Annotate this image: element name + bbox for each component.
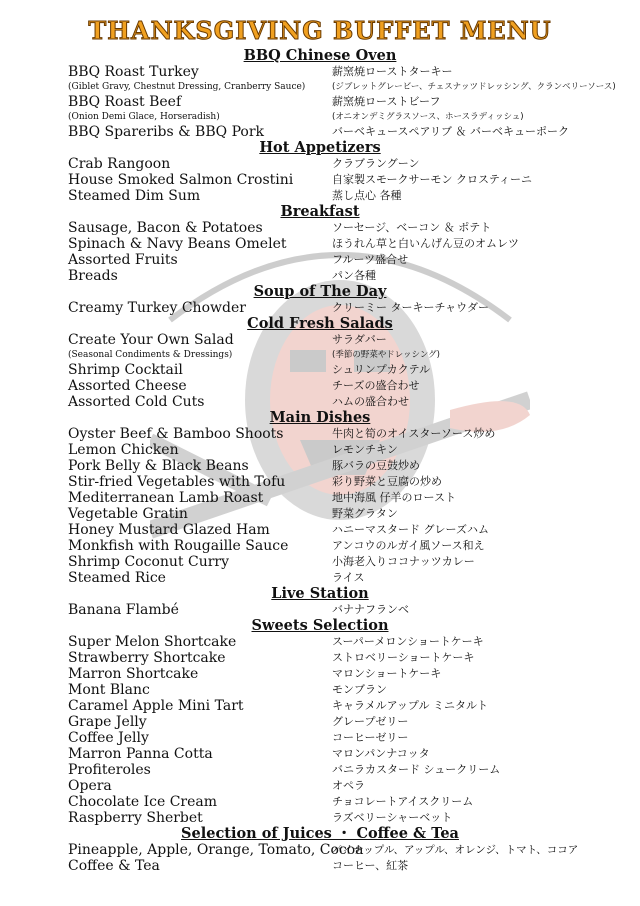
menu-item-japanese: アンコウのルガイ風ソース和え xyxy=(332,539,485,552)
menu-item-japanese: パン各種 xyxy=(332,269,376,282)
menu-item-japanese: レモンチキン xyxy=(332,443,398,456)
menu-item-japanese: スーパーメロンショートケーキ xyxy=(332,635,484,648)
menu-item-english: Create Your Own Salad xyxy=(68,332,234,348)
menu-item-japanese: マロンパンナコッタ xyxy=(332,747,430,760)
section-heading: Selection of Juices ・ Coffee & Tea xyxy=(181,825,459,842)
section-heading: Cold Fresh Salads xyxy=(247,315,393,332)
menu-item xyxy=(0,714,640,730)
menu-item-japanese: モンブラン xyxy=(332,683,387,696)
menu-item xyxy=(0,442,640,458)
menu-item xyxy=(0,458,640,474)
menu-item xyxy=(0,858,640,874)
menu-item xyxy=(0,110,640,124)
menu-item-english: Crab Rangoon xyxy=(68,156,171,172)
menu-item-english: Marron Shortcake xyxy=(68,666,199,682)
menu-item xyxy=(0,124,640,140)
menu-item xyxy=(0,332,640,348)
menu-item-japanese: 豚バラの豆鼓炒め xyxy=(332,459,420,472)
menu-item-japanese: チョコレートアイスクリーム xyxy=(332,795,474,808)
menu-item-english: Spinach & Navy Beans Omelet xyxy=(68,236,287,252)
menu-item-english: Marron Panna Cotta xyxy=(68,746,213,762)
menu-item xyxy=(0,474,640,490)
menu-item-japanese: クリーミー ターキーチャウダー xyxy=(332,301,490,314)
menu-item xyxy=(0,778,640,794)
menu-item-english: Steamed Rice xyxy=(68,570,166,586)
menu-item-english: Super Melon Shortcake xyxy=(68,634,237,650)
menu-item xyxy=(0,300,640,316)
menu-item-japanese: ハムの盛合わせ xyxy=(332,395,409,408)
menu-item-english: Coffee Jelly xyxy=(68,730,149,746)
menu-item xyxy=(0,762,640,778)
menu-item-japanese: ライス xyxy=(332,571,365,584)
menu-title: THANKSGIVING BUFFET MENU xyxy=(88,16,552,45)
menu-item xyxy=(0,362,640,378)
menu-item xyxy=(0,80,640,94)
menu-item-english: Vegetable Gratin xyxy=(68,506,188,522)
menu-item-japanese: (オニオンデミグラスソース、ホースラディッシュ) xyxy=(332,112,524,122)
menu-item-english: Pineapple, Apple, Orange, Tomato, Cocoa xyxy=(68,842,364,858)
menu-item-english: Strawberry Shortcake xyxy=(68,650,226,666)
menu-item xyxy=(0,842,640,858)
menu-item-english: BBQ Roast Turkey xyxy=(68,64,199,80)
menu-item-japanese: シュリンプカクテル xyxy=(332,363,431,376)
menu-item-japanese: バーベキュースペアリブ ＆ バーベキューポーク xyxy=(332,125,570,138)
menu-item xyxy=(0,236,640,252)
menu-item-japanese: グレープゼリー xyxy=(332,715,409,728)
menu-item-japanese: 自家製スモークサーモン クロスティーニ xyxy=(332,173,532,186)
menu-item xyxy=(0,252,640,268)
menu-item-japanese: マロンショートケーキ xyxy=(332,667,442,680)
menu-item-english: Mont Blanc xyxy=(68,682,150,698)
menu-item-english: Assorted Cold Cuts xyxy=(68,394,205,410)
menu-item xyxy=(0,666,640,682)
section-heading: Sweets Selection xyxy=(251,617,389,634)
menu-item xyxy=(0,538,640,554)
menu-item-english: Sausage, Bacon & Potatoes xyxy=(68,220,263,236)
menu-item xyxy=(0,730,640,746)
section-heading: Breakfast xyxy=(280,203,360,220)
menu-item-english: (Seasonal Condiments & Dressings) xyxy=(68,350,233,360)
menu-item xyxy=(0,394,640,410)
menu-item-english: (Giblet Gravy, Chestnut Dressing, Cranberry Sauce) xyxy=(68,82,306,92)
menu-item-japanese: 彩り野菜と豆腐の炒め xyxy=(332,475,442,488)
menu-item-english: Shrimp Coconut Curry xyxy=(68,554,230,570)
menu-item xyxy=(0,602,640,618)
menu-item-english: Breads xyxy=(68,268,118,284)
menu-item-english: Lemon Chicken xyxy=(68,442,179,458)
menu-item-english: Coffee & Tea xyxy=(68,858,160,874)
menu-item-japanese: ハニーマスタード グレーズハム xyxy=(332,523,489,536)
menu-item-japanese: 薪窯焼ローストターキー xyxy=(332,65,453,78)
menu-item-english: Assorted Cheese xyxy=(68,378,187,394)
menu-item-japanese: コーヒー、紅茶 xyxy=(332,859,409,872)
menu-item-japanese: ラズベリーシャーベット xyxy=(332,811,453,824)
menu-item-english: BBQ Roast Beef xyxy=(68,94,182,110)
menu-item xyxy=(0,378,640,394)
menu-item-japanese: バニラカスタード シュークリーム xyxy=(332,763,501,776)
menu-item xyxy=(0,426,640,442)
menu-item-japanese: サラダバー xyxy=(332,333,387,346)
menu-item-japanese: (季節の野菜やドレッシング) xyxy=(332,350,440,360)
menu-item-english: Raspberry Sherbet xyxy=(68,810,203,826)
menu-item-english: Profiteroles xyxy=(68,762,151,778)
menu-item-english: Mediterranean Lamb Roast xyxy=(68,490,264,506)
menu-item-english: Oyster Beef & Bamboo Shoots xyxy=(68,426,284,442)
menu-item xyxy=(0,634,640,650)
menu-item xyxy=(0,220,640,236)
menu-item xyxy=(0,64,640,80)
menu-item-japanese: 野菜グラタン xyxy=(332,507,398,520)
menu-item-english: Steamed Dim Sum xyxy=(68,188,201,204)
menu-item-japanese: 牛肉と筍のオイスターソース炒め xyxy=(332,427,496,440)
section-heading: BBQ Chinese Oven xyxy=(243,47,397,64)
menu-item-japanese: パイナップル、アップル、オレンジ、トマト、ココア xyxy=(332,844,579,856)
buffet-menu xyxy=(0,16,640,874)
menu-item-english: (Onion Demi Glace, Horseradish) xyxy=(68,112,220,122)
menu-item-japanese: 地中海風 仔羊のロースト xyxy=(332,491,456,504)
menu-item xyxy=(0,570,640,586)
menu-item xyxy=(0,794,640,810)
menu-item xyxy=(0,682,640,698)
menu-item-japanese: フルーツ盛合せ xyxy=(332,253,409,266)
menu-item xyxy=(0,506,640,522)
menu-item-english: Caramel Apple Mini Tart xyxy=(68,698,244,714)
menu-item xyxy=(0,268,640,284)
section-heading: Live Station xyxy=(271,585,369,602)
menu-item xyxy=(0,522,640,538)
menu-sections xyxy=(0,48,640,874)
menu-item-japanese: クラブラングーン xyxy=(332,157,420,170)
menu-item xyxy=(0,746,640,762)
menu-item xyxy=(0,554,640,570)
menu-item-japanese: (ジブレットグレービー、チェスナッツドレッシング、クランベリーソース) xyxy=(332,82,616,92)
menu-item-japanese: キャラメルアップル ミニタルト xyxy=(332,699,488,712)
menu-item-japanese: オペラ xyxy=(332,779,365,792)
section-heading: Hot Appetizers xyxy=(259,139,381,156)
menu-item-japanese: ストロベリーショートケーキ xyxy=(332,651,475,664)
menu-item-english: Stir-fried Vegetables with Tofu xyxy=(68,474,286,490)
menu-item-english: Honey Mustard Glazed Ham xyxy=(68,522,270,538)
menu-item-english: Chocolate Ice Cream xyxy=(68,794,218,810)
menu-item xyxy=(0,698,640,714)
menu-item-english: BBQ Spareribs & BBQ Pork xyxy=(68,124,265,140)
menu-item-japanese: ほうれん草と白いんげん豆のオムレツ xyxy=(332,237,519,250)
menu-item xyxy=(0,172,640,188)
menu-item-english: Opera xyxy=(68,778,112,794)
menu-item-english: Banana Flambé xyxy=(68,602,179,618)
menu-item-japanese: 蒸し点心 各種 xyxy=(332,189,402,202)
menu-item-english: Grape Jelly xyxy=(68,714,147,730)
menu-item-english: Pork Belly & Black Beans xyxy=(68,458,249,474)
menu-item-english: Creamy Turkey Chowder xyxy=(68,300,246,316)
section-heading: Main Dishes xyxy=(269,409,371,426)
menu-item-japanese: バナナフランベ xyxy=(332,603,409,616)
menu-item xyxy=(0,490,640,506)
section-heading: Soup of The Day xyxy=(253,283,387,300)
menu-item xyxy=(0,810,640,826)
menu-item-japanese: 小海老入りココナッツカレー xyxy=(332,555,475,568)
menu-item xyxy=(0,650,640,666)
menu-item-japanese: ソーセージ、ベーコン ＆ ポテト xyxy=(332,221,492,234)
menu-item xyxy=(0,188,640,204)
menu-item-japanese: コーヒーゼリー xyxy=(332,731,409,744)
menu-item-english: House Smoked Salmon Crostini xyxy=(68,172,294,188)
menu-item-english: Shrimp Cocktail xyxy=(68,362,183,378)
menu-item-english: Assorted Fruits xyxy=(68,252,178,268)
menu-item xyxy=(0,156,640,172)
menu-item-japanese: チーズの盛合わせ xyxy=(332,379,420,392)
menu-item-japanese: 薪窯焼ローストビーフ xyxy=(332,95,441,108)
menu-item-english: Monkfish with Rougaille Sauce xyxy=(68,538,289,554)
menu-item xyxy=(0,348,640,362)
menu-item xyxy=(0,94,640,110)
